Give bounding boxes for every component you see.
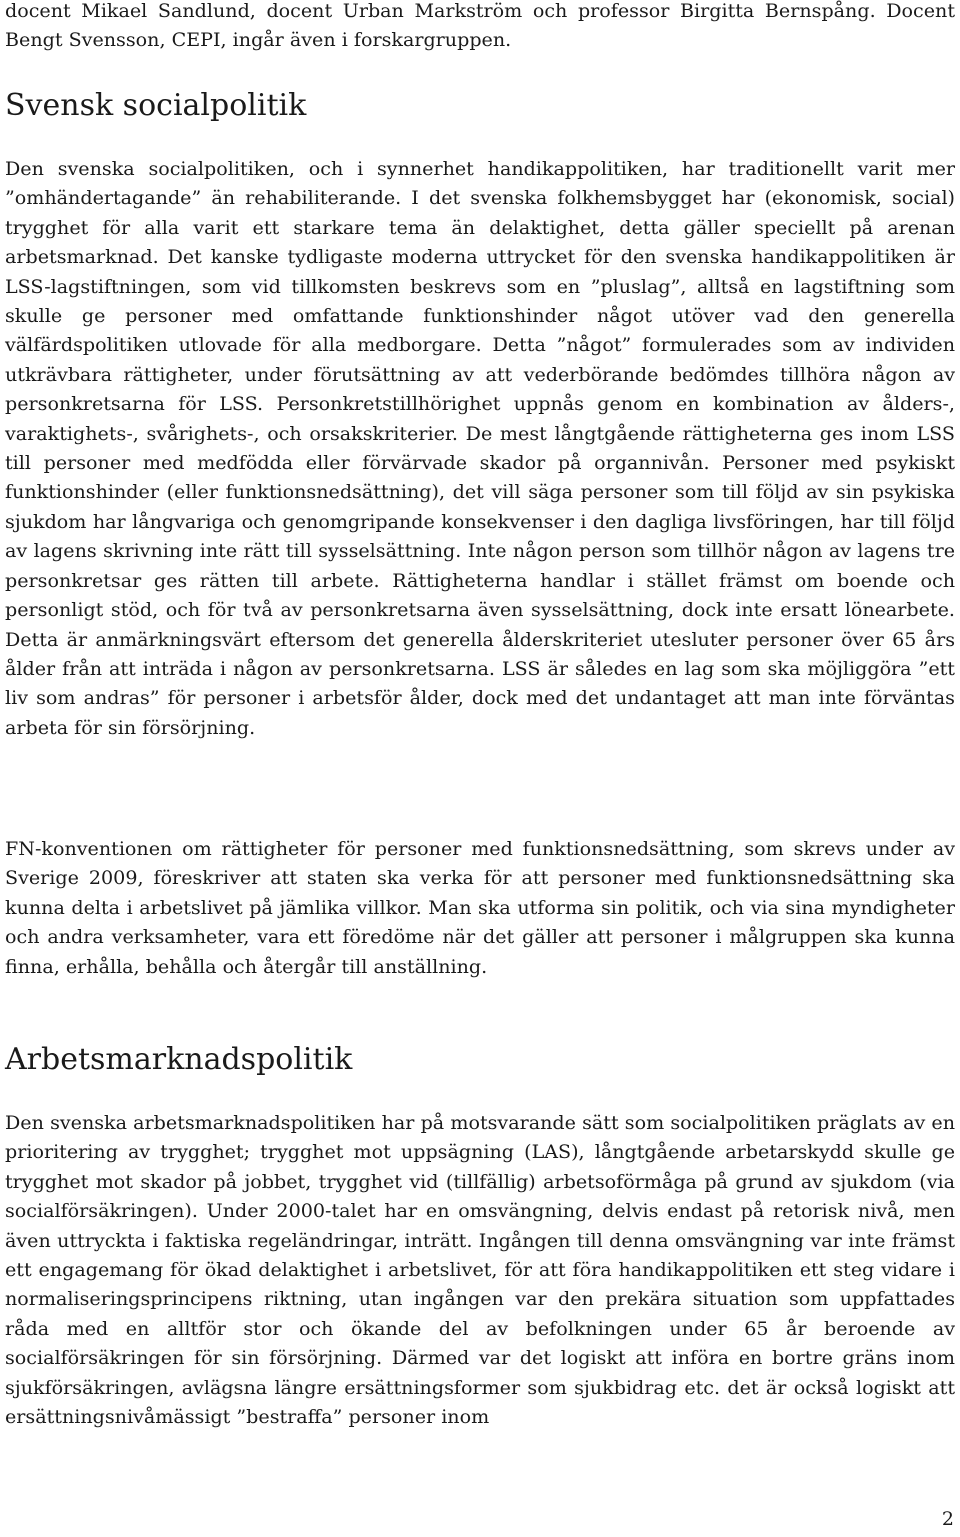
section-heading-arbetsmarknadspolitik: Arbetsmarknadspolitik bbox=[5, 1042, 353, 1077]
paragraph-arbetsmarknadspolitik: Den svenska arbetsmarknadspolitiken har på motsvarande sätt som socialpolitiken präglats av en prioritering av trygghet; trygghet mot uppsägning (LAS), långtgående arbetarskydd skulle ge trygghet mot skador på jobbet, trygghet vid (tillfällig) arbetsoförmåga på grund av sjukdom (via socialförsäkringen). Under 2000-talet har en omsvängning, delvis endast på retorisk nivå, men även uttryckta i faktiska regeländringar, inträtt. Ingången till denna omsvängning var inte främst ett engagemang för ökad delaktighet i arbetslivet, för att föra handikappolitiken ett steg vidare i normaliseringsprincipens riktning, utan ingången var den prekära situation som uppfattades råda med en alltför stor och ökande del av befolkningen under 65 år beroende av socialförsäkringen för sin försörjning. Därmed var det logiskt att införa en bortre gräns inom sjukförsäkringen, avlägsna längre ersättningsformer som sjukbidrag etc. det är också logiskt att ersättningsnivåmässigt ”bestraffa” personer inom bbox=[5, 1111, 955, 1429]
intro-paragraph: docent Mikael Sandlund, docent Urban Markström och professor Birgitta Bernspång. Docent Bengt Svensson, CEPI, ingår även i forskargruppen. bbox=[5, 0, 955, 52]
page-number: 2 bbox=[941, 1508, 954, 1530]
section-heading-svensk-socialpolitik: Svensk socialpolitik bbox=[5, 88, 307, 123]
paragraph-socialpolitik: Den svenska socialpolitiken, och i synnerhet handikappolitiken, har traditionellt varit mer ”omhändertagande” än rehabiliterande. I det svenska folkhemsbygget har (ekonomisk, social) trygghet för alla varit ett starkare tema än delaktighet, detta gäller speciellt på arenan arbetsmarknad. Det kanske tydligaste moderna uttrycket för den svenska handikappolitiken är LSS-lagstiftningen, som vid tillkomsten beskrevs som en ”pluslag”, alltså en lagstiftning som skulle ge personer med omfattande funktionshinder något utöver vad den generella välfärdspolitiken utlovade för alla medborgare. Detta ”något” formulerades som av individen utkrävbara rättigheter, under förutsättning av att vederbörande bedömdes tillhöra någon av personkretsarna för LSS. Personkretstillhörighet uppnås genom en kombination av ålders-, varaktighets-, svårighets-, och orsakskriterier. De mest långtgående rättigheterna ges inom LSS till personer med medfödda eller förvärvade skador på organnivån. Personer med psykiskt funktionshinder (eller funktionsnedsättning), det vill säga personer som till följd av sin psykiska sjukdom har långvariga och genomgripande konsekvenser i den dagliga livsföringen, har till följd av lagens skrivning inte rätt till sysselsättning. Inte någon person som tillhör någon av lagens tre personkretsar ges rätten till arbete. Rättigheterna handlar i stället främst om boende och personligt stöd, och för två av personkretsarna även sysselsättning, dock inte ersatt lönearbete. Detta är anmärkningsvärt eftersom det generella ålderskriteriet utesluter personer över 65 års ålder från att inträda i någon av personkretsarna. LSS är således en lag som ska möjliggöra ”ett liv som andras” för personer i arbetsför ålder, dock med det undantaget att man inte förväntas arbeta för sin försörjning. bbox=[5, 157, 955, 739]
paragraph-fn-konventionen: FN-konventionen om rättigheter för personer med funktionsnedsättning, som skrevs under av Sverige 2009, föreskriver att staten ska verka för att personer med funktionsnedsättning ska kunna delta i arbetslivet på jämlika villkor. Man ska utforma sin politik, och via sina myndigheter och andra verksamheter, vara ett föredöme när det gäller att personer i målgruppen ska kunna finna, erhålla, behålla och återgår till anställning. bbox=[5, 837, 955, 978]
